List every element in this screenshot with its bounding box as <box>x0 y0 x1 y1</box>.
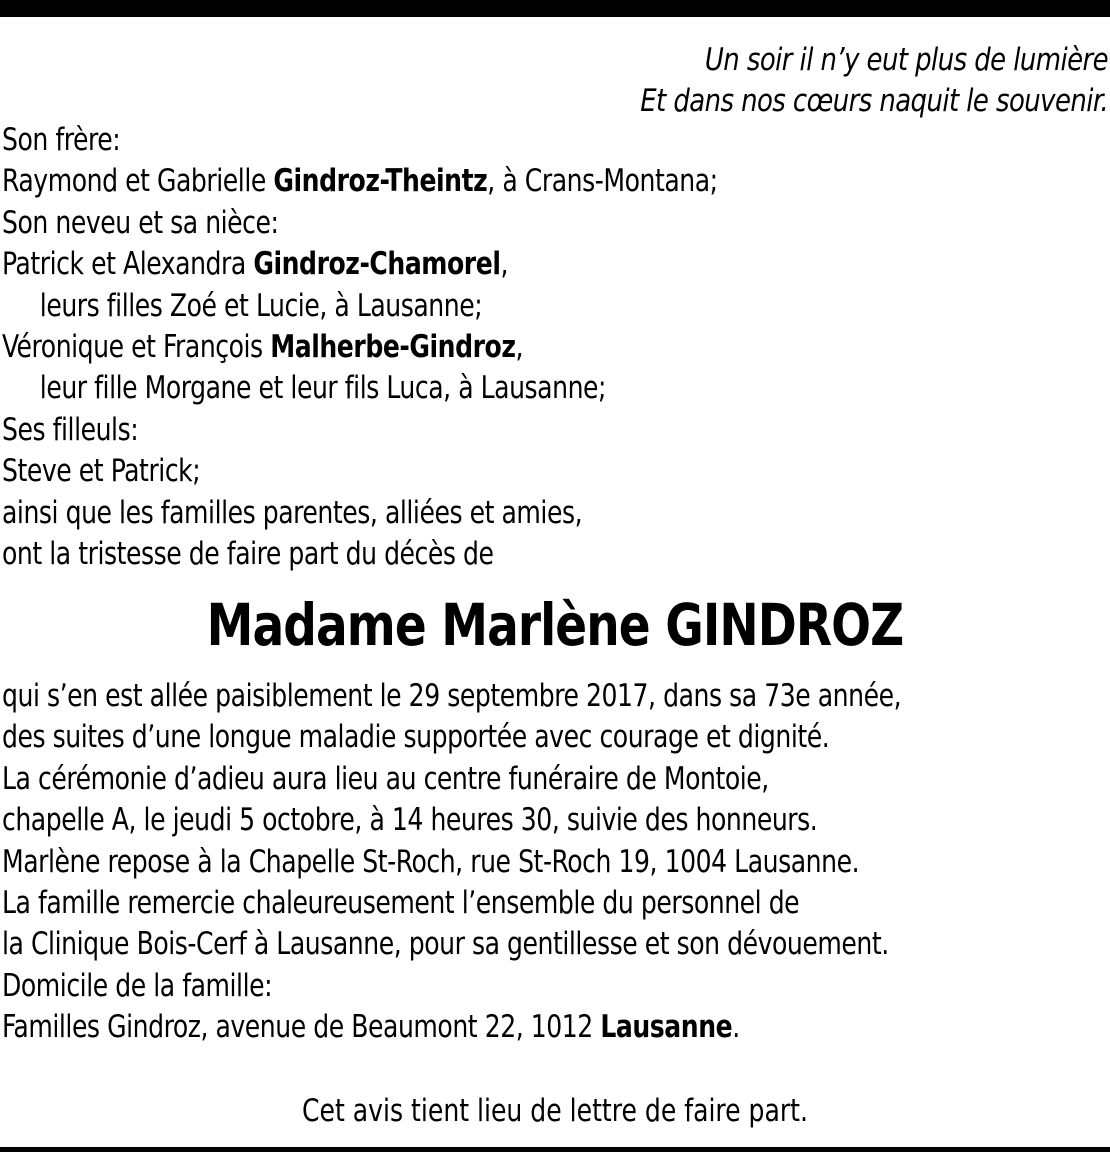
brother-entry <box>2 161 718 202</box>
details-line-3: La cérémonie d’adieu aura lieu au centre funéraire de Montoie, <box>2 760 769 797</box>
brother-heading: Son frère: <box>2 122 121 158</box>
details-line-4: chapelle A, le jeudi 5 octobre, à 14 heures 30, suivie des honneurs. <box>2 802 818 839</box>
deceased-name: Madame Marlène GINDROZ <box>206 591 904 659</box>
brother-prefix: Raymond et Gabrielle <box>2 163 274 200</box>
relatives-line: ainsi que les familles parentes, alliées et amies, <box>2 494 583 531</box>
nephew-entry <box>2 244 718 285</box>
details-line-1: qui s’en est allée paisiblement le 29 septembre 2017, dans sa 73e année, <box>2 678 902 714</box>
godchildren-entry: Steve et Patrick; <box>2 453 201 490</box>
address-prefix: Familles Gindroz, avenue de Beaumont 22, 1012 <box>2 1009 601 1046</box>
funeral-details <box>2 676 901 1049</box>
closing-note: Cet avis tient lieu de lettre de faire part. <box>302 1093 808 1129</box>
niece-prefix: Véronique et François <box>2 328 271 365</box>
nephew-children: leurs filles Zoé et Lucie, à Lausanne; <box>39 287 483 324</box>
details-line-6: La famille remercie chaleureusement l’ensemble du personnel de <box>2 884 800 921</box>
family-address <box>2 1007 901 1048</box>
address-suffix: . <box>732 1009 740 1046</box>
announcement-line: ont la tristesse de faire part du décès de <box>2 535 494 572</box>
brother-suffix: , à Crans-Montana; <box>487 163 718 200</box>
nephew-niece-heading: Son neveu et sa nièce: <box>2 204 279 241</box>
godchildren-heading: Ses filleuls: <box>2 411 139 448</box>
domicile-heading: Domicile de la famille: <box>2 967 273 1004</box>
details-line-7: la Clinique Bois-Cerf à Lausanne, pour sa gentillesse et son dévouement. <box>2 926 889 963</box>
nephew-surname: Gindroz-Chamorel <box>253 246 501 283</box>
details-line-5: Marlène repose à la Chapelle St-Roch, rue St-Roch 19, 1004 Lausanne. <box>2 843 860 880</box>
bottom-border-rule <box>0 1147 1110 1152</box>
brother-surname: Gindroz-Theintz <box>273 163 488 200</box>
niece-entry <box>2 327 718 368</box>
niece-suffix: , <box>515 328 524 365</box>
family-list <box>2 120 718 575</box>
epigraph-line-1: Un soir il n’y eut plus de lumière <box>704 42 1108 78</box>
address-city: Lausanne <box>600 1009 733 1046</box>
details-line-2: des suites d’une longue maladie supportée avec courage et dignité. <box>2 719 830 756</box>
niece-children: leur fille Morgane et leur fils Luca, à Lausanne; <box>39 370 607 407</box>
nephew-prefix: Patrick et Alexandra <box>2 246 254 283</box>
nephew-suffix: , <box>500 246 508 283</box>
top-border-rule <box>0 0 1110 17</box>
epigraph-line-2: Et dans nos cœurs naquit le souvenir. <box>640 83 1108 119</box>
niece-surname: Malherbe-Gindroz <box>270 328 516 365</box>
epigraph <box>640 40 1108 122</box>
